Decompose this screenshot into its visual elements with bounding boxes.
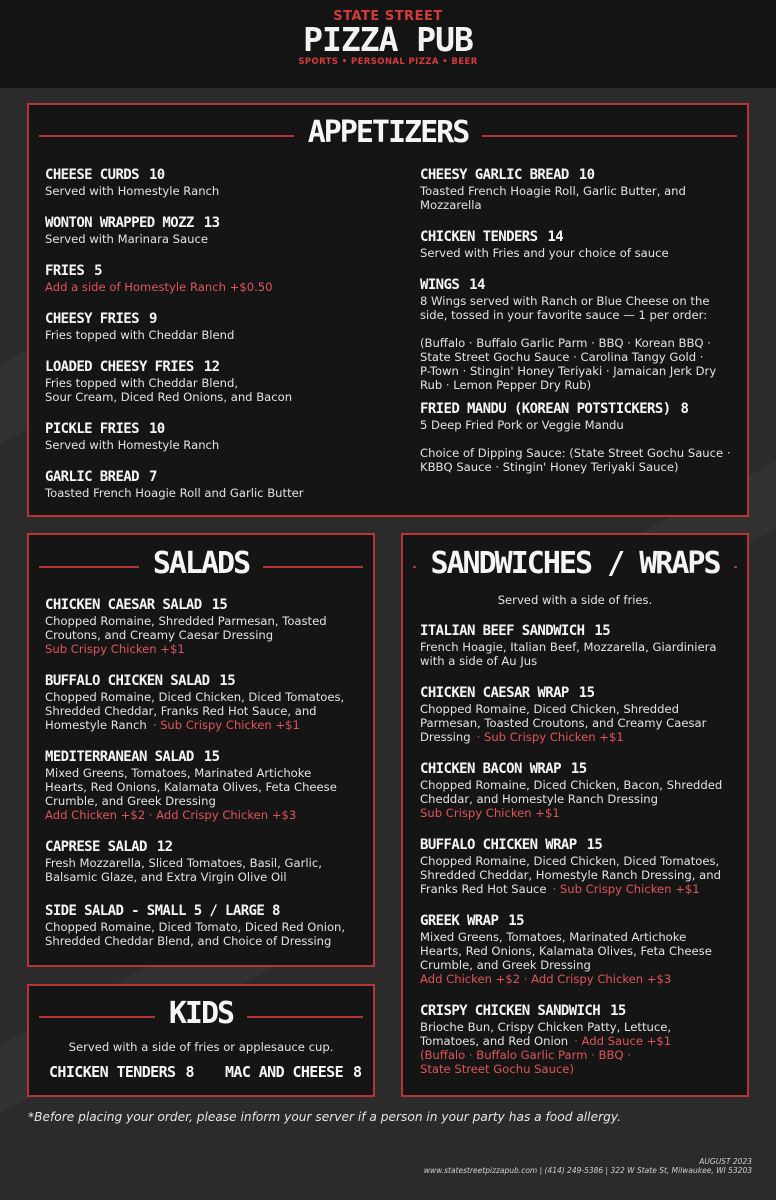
menu-item	[420, 1003, 671, 1076]
contact-info: www.statestreetpizzapub.com | (414) 249-5386 | 322 W State St, Milwaukee, WI 53203	[423, 1166, 752, 1175]
item-price: 15	[578, 685, 595, 701]
item-description: Served with Homestyle Ranch	[45, 438, 220, 452]
logo-line-1: STATE STREET	[333, 9, 443, 24]
item-name: PICKLE FRIES	[45, 421, 139, 437]
menu-item	[420, 837, 721, 896]
item-name: WONTON WRAPPED MOZZ	[45, 215, 194, 231]
item-name: CHICKEN CAESAR SALAD	[45, 597, 202, 613]
item-description: 8 Wings served with Ranch or Blue Cheese on the side, tossed in your favorite sauce — 1 per order:	[420, 294, 710, 322]
kids-note: Served with a side of fries or applesauce cup.	[68, 1040, 334, 1054]
salads-section	[27, 533, 375, 967]
item-option: Add Chicken +$2 · Add Crispy Chicken +$3	[420, 972, 672, 986]
appetizers-title: APPETIZERS	[29, 115, 747, 150]
menu-item	[420, 167, 686, 212]
item-option: (Buffalo · Buffalo Garlic Parm · BBQ · State Street Gochu Sauce)	[420, 1048, 631, 1076]
item-option: Sub Crispy Chicken +$1	[45, 642, 185, 656]
item-description: Served with Homestyle Ranch	[45, 184, 220, 198]
item-name: MAC AND CHEESE	[225, 1063, 344, 1081]
item-name: CHICKEN TENDERS	[49, 1063, 176, 1081]
menu-item	[420, 229, 669, 260]
logo-tagline: SPORTS • PERSONAL PIZZA • BEER	[298, 57, 478, 67]
item-description: Chopped Romaine, Diced Tomato, Diced Red Onion, Shredded Cheddar Blend, and Choice of Dressing	[45, 920, 346, 948]
menu-item	[45, 903, 345, 948]
item-price: 5	[94, 263, 102, 279]
item-option: · Sub Crispy Chicken +$1	[476, 730, 624, 744]
item-name: MEDITERRANEAN SALAD	[45, 749, 194, 765]
item-price: 9	[148, 311, 157, 327]
item-price: 15	[586, 837, 603, 853]
item-name: CHEESY GARLIC BREAD	[420, 167, 569, 183]
kids-section	[27, 984, 375, 1097]
item-description: Chopped Romaine, Shredded Parmesan, Toasted Croutons, and Creamy Caesar Dressing	[45, 614, 327, 642]
item-description: Fries topped with Cheddar Blend, Sour Cream, Diced Red Onions, and Bacon	[45, 376, 293, 404]
item-option: Add Chicken +$2 · Add Crispy Chicken +$3	[45, 808, 297, 822]
item-name: CRISPY CHICKEN SANDWICH	[420, 1003, 601, 1019]
menu-item	[45, 673, 344, 732]
item-price: 8	[185, 1063, 194, 1081]
item-price: 14	[469, 277, 485, 293]
item-description: Fries topped with Cheddar Blend	[45, 328, 235, 342]
sandwiches-section	[401, 533, 749, 1097]
menu-item	[45, 215, 219, 246]
item-description: Fresh Mozzarella, Sliced Tomatoes, Basil, Garlic, Balsamic Glaze, and Extra Virgin Olive Oil	[45, 856, 322, 884]
sandwiches-note: Served with a side of fries.	[497, 593, 653, 607]
item-name: SIDE SALAD - SMALL 5 / LARGE 8	[45, 903, 280, 919]
sandwiches-title: SANDWICHES / WRAPS	[403, 546, 747, 581]
item-name: WINGS	[420, 277, 460, 293]
item-option: · Sub Crispy Chicken +$1	[552, 882, 700, 896]
menu-item	[420, 401, 731, 474]
menu-date: AUGUST 2023	[699, 1157, 752, 1166]
item-price: 7	[148, 469, 157, 485]
item-name: BUFFALO CHICKEN SALAD	[45, 673, 210, 689]
item-option: · Add Sauce +$1	[574, 1034, 672, 1048]
kids-title: KIDS	[29, 996, 373, 1031]
item-name: CHICKEN CAESAR WRAP	[420, 685, 569, 701]
item-description: Mixed Greens, Tomatoes, Marinated Artichoke Hearts, Red Onions, Kalamata Olives, Feta Cheese Crumble, and Greek Dressing	[420, 930, 712, 972]
kids-item	[49, 1064, 194, 1081]
menu-item	[45, 311, 234, 342]
item-price: 15	[508, 913, 524, 929]
item-price: 15	[594, 623, 611, 639]
item-price: 15	[203, 749, 220, 765]
item-price: 14	[547, 229, 564, 245]
item-price: 15	[570, 761, 587, 777]
item-price: 15	[211, 597, 228, 613]
item-name: CHICKEN TENDERS	[420, 229, 538, 245]
item-name: FRIED MANDU (KOREAN POTSTICKERS)	[420, 401, 671, 417]
item-price: 15	[610, 1003, 626, 1019]
item-name: LOADED CHEESY FRIES	[45, 359, 194, 375]
logo-line-2: PIZZA PUB	[303, 20, 473, 59]
menu-item	[420, 913, 712, 986]
menu-item	[45, 839, 322, 884]
menu-item	[45, 597, 327, 656]
item-note: (Buffalo · Buffalo Garlic Parm · BBQ · Korean BBQ · State Street Gochu Sauce · Carolina Tangy Gold · P-Town · Stingin' Honey Teriyaki · Jamaican Jerk Dry Rub · Lemon Pepper Dry Rub)	[420, 336, 717, 392]
pub-logo	[0, 10, 776, 68]
item-price: 15	[219, 673, 236, 689]
menu-item	[420, 277, 716, 392]
menu-item	[45, 263, 273, 294]
item-name: CAPRESE SALAD	[45, 839, 147, 855]
item-option: Sub Crispy Chicken +$1	[420, 806, 560, 820]
appetizers-section	[27, 103, 749, 517]
item-name: CHICKEN BACON WRAP	[420, 761, 561, 777]
menu-item	[45, 359, 292, 404]
item-option: · Sub Crispy Chicken +$1	[152, 718, 300, 732]
item-name: FRIES	[45, 263, 85, 279]
item-price: 8	[353, 1063, 362, 1081]
item-description: Toasted French Hoagie Roll, Garlic Butter, and Mozzarella	[420, 184, 686, 212]
header-bar	[0, 0, 776, 88]
item-name: ITALIAN BEEF SANDWICH	[420, 623, 585, 639]
item-option: Add a side of Homestyle Ranch +$0.50	[45, 280, 273, 294]
menu-item	[420, 761, 722, 820]
salads-title: SALADS	[29, 546, 373, 581]
item-name: CHEESY FRIES	[45, 311, 139, 327]
item-name: CHEESE CURDS	[45, 167, 139, 183]
item-description: Brioche Bun, Crispy Chicken Patty, Lettuce, Tomatoes, and Red Onion	[420, 1020, 672, 1048]
item-name: GARLIC BREAD	[45, 469, 139, 485]
item-description: Chopped Romaine, Diced Chicken, Bacon, Shredded Cheddar, and Homestyle Ranch Dressing	[420, 778, 723, 806]
menu-item	[45, 749, 337, 822]
item-description: 5 Deep Fried Pork or Veggie Mandu	[420, 418, 624, 432]
menu-item	[45, 421, 219, 452]
item-description: Chopped Romaine, Diced Chicken, Diced Tomatoes, Shredded Cheddar, Homestyle Ranch Dressing, and Franks Red Hot Sauce	[420, 854, 721, 896]
item-price: 10	[148, 167, 165, 183]
item-description: Chopped Romaine, Diced Chicken, Diced Tomatoes, Shredded Cheddar, Franks Red Hot Sauce, and Homestyle Ranch	[45, 690, 345, 732]
item-note: Choice of Dipping Sauce: (State Street Gochu Sauce · KBBQ Sauce · Stingin' Honey Teriyaki Sauce)	[420, 446, 731, 474]
item-description: Mixed Greens, Tomatoes, Marinated Artichoke Hearts, Red Onions, Kalamata Olives, Feta Cheese Crumble, and Greek Dressing	[45, 766, 337, 808]
menu-item	[45, 469, 304, 500]
item-description: Served with Marinara Sauce	[45, 232, 209, 246]
item-price: 10	[148, 421, 165, 437]
item-description: Chopped Romaine, Diced Chicken, Shredded Parmesan, Toasted Croutons, and Creamy Caesar Dressing	[420, 702, 707, 744]
menu-item	[420, 685, 706, 744]
item-price: 12	[156, 839, 173, 855]
item-description: Served with Fries and your choice of sauce	[420, 246, 669, 260]
item-price: 13	[203, 215, 220, 231]
menu-item	[45, 167, 219, 198]
item-price: 12	[203, 359, 220, 375]
kids-item	[225, 1064, 361, 1081]
item-price: 8	[680, 401, 689, 417]
item-price: 10	[578, 167, 595, 183]
item-name: BUFFALO CHICKEN WRAP	[420, 837, 577, 853]
item-description: Toasted French Hoagie Roll and Garlic Butter	[45, 486, 304, 500]
item-name: GREEK WRAP	[420, 913, 499, 929]
menu-item	[420, 623, 717, 668]
item-description: French Hoagie, Italian Beef, Mozzarella, Giardiniera with a side of Au Jus	[420, 640, 717, 668]
allergy-notice: *Before placing your order, please inform your server if a person in your party has a food allergy.	[28, 1110, 621, 1124]
